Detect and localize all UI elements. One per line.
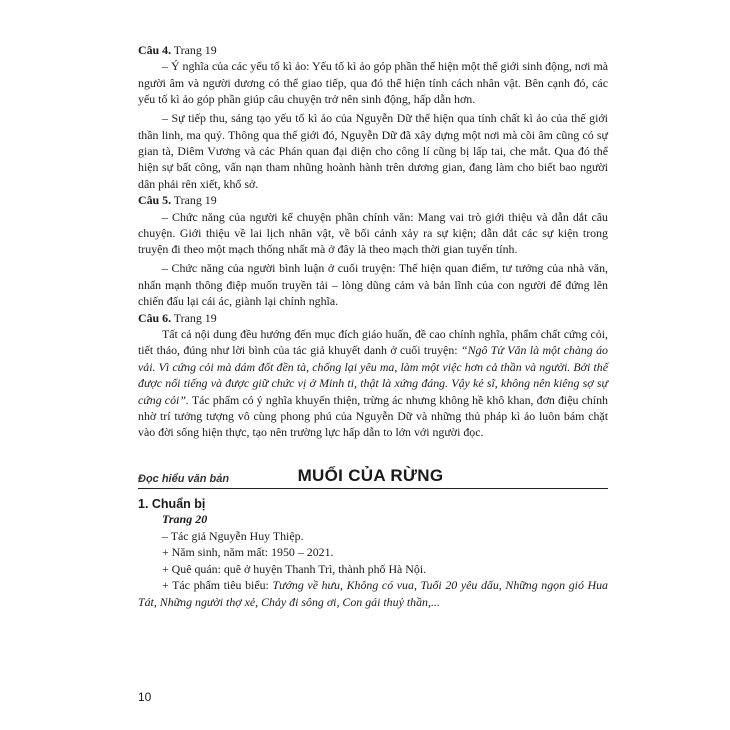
cau4-heading-line (138, 42, 608, 58)
part1-line-3: + Quê quán: quê ở huyện Thanh Trì, thành phố Hà Nội. (162, 561, 427, 576)
section-header (138, 465, 608, 487)
cau5-page: Trang 19 (171, 193, 217, 208)
page-number: 10 (138, 690, 152, 704)
section-title-box (297, 465, 608, 487)
cau6-heading-line (138, 310, 608, 326)
section-title: MUỐI CỦA RỪNG (292, 465, 450, 487)
cau6-page: Trang 19 (171, 310, 217, 325)
cau6-paragraph (138, 326, 608, 441)
cau4-page: Trang 19 (171, 43, 217, 57)
cau4-heading: Câu 4. (138, 43, 172, 57)
part1-line-2: + Năm sinh, năm mất: 1950 – 2021. (162, 545, 334, 560)
part1-subheading: Trang 20 (162, 512, 208, 527)
cau4-paragraph-1: – Ý nghĩa của các yếu tố kì ảo: Yếu tố kì ảo góp phần thể hiện một thế giới sinh động, nơi mà người âm và người dương có thể giao tiếp, qua đó thể hiện tính cách nhân vật. Bên cạnh đó, các yếu tố kì ảo góp phần giúp câu chuyện trở nên sinh động, hấp dẫn hơn. (138, 59, 608, 107)
part1-line-4 (138, 577, 608, 610)
cau5-heading-line (138, 192, 608, 208)
cau5-paragraph-1: – Chức năng của người kể chuyện phần chính văn: Mang vai trò giới thiệu và dẫn dắt câu chuyện. Giới thiệu về lai lịch nhân vật, về bối cảnh xảy ra sự kiện; dẫn dắt các sự kiện trong truyện đi theo một mạch thống nhất mà ở đây là theo mạch thời gian tuyến tính. (138, 209, 608, 257)
section-label: Đọc hiểu văn bản (138, 472, 230, 485)
cau4-paragraph-2: – Sự tiếp thu, sáng tạo yếu tố kì ảo của Nguyễn Dữ thể hiện qua tính chất kì ảo của thế giới thần linh, ma quỷ. Thông qua thế giới đó, Nguyễn Dữ đã xây dựng một nơi mà cõi âm cũng có sự gian tà, Diêm Vương và các Phán quan đại diện cho công lí cũng bị lấp tai, che mắt. Qua đó thể hiện sự bất công, vấn nạn tham nhũng hoành hành trên dương gian, đang làm cho biết bao người dân phải rên xiết, khổ sở. (138, 111, 608, 191)
page-content (138, 42, 608, 610)
cau5-heading: Câu 5. (138, 193, 172, 208)
part1-heading: 1. Chuẩn bị (138, 497, 206, 512)
part1-line-1: – Tác giả Nguyễn Huy Thiệp. (162, 529, 304, 544)
cau5-paragraph-2: – Chức năng của người bình luận ở cuối truyện: Thể hiện quan điểm, tư tưởng của nhà văn, nhấn mạnh thông điệp muốn truyền tải – lòng dũng cảm và bản lĩnh của con người để đứng lên chiến đấu lại cái ác, giành lại chính nghĩa. (138, 261, 608, 309)
cau6-quote: “Ngô Tử Văn là một chàng áo vải. Vì cứng cỏi mà dám đốt đền tà, chống lại yêu ma, làm một việc hơn cả thần và người. Bởi thế được nổi tiếng và được giữ chức vị ở Minh ti, thật là xứng đáng. Vậy kẻ sĩ, không nên kiêng sợ sự cứng cỏi”. (138, 343, 608, 407)
part1-works: Tướng về hưu, Không có vua, Tuổi 20 yêu dấu, Những ngọn gió Hua Tát, Những người thợ xẻ, Chảy đi sông ơi, Con gái thuỷ thần,... (138, 578, 608, 609)
cau6-heading: Câu 6. (138, 310, 172, 325)
section-divider (138, 488, 608, 489)
cau6-text-a: Tất cả nội dung đều hướng đến mục đích giáo huấn, đề cao chính nghĩa, phẩm chất cứng cỏi, tiết tháo, đúng như lời bình của tác giả khuyết danh ở cuối truyện: (138, 326, 608, 358)
cau6-text-b: Tác phẩm có ý nghĩa khuyến thiện, trừng ác nhưng không hề khô khan, đơn điệu chính nhờ trí tưởng tượng vô cùng phong phú của Nguyễn Dữ và những thủ pháp kì ảo luôn bám chặt vào đời sống hiện thực, tạo nên trường lực hấp dẫn to lớn với người đọc. (138, 392, 608, 440)
part1-line-4-label: + Tác phẩm tiêu biểu: (162, 578, 273, 593)
